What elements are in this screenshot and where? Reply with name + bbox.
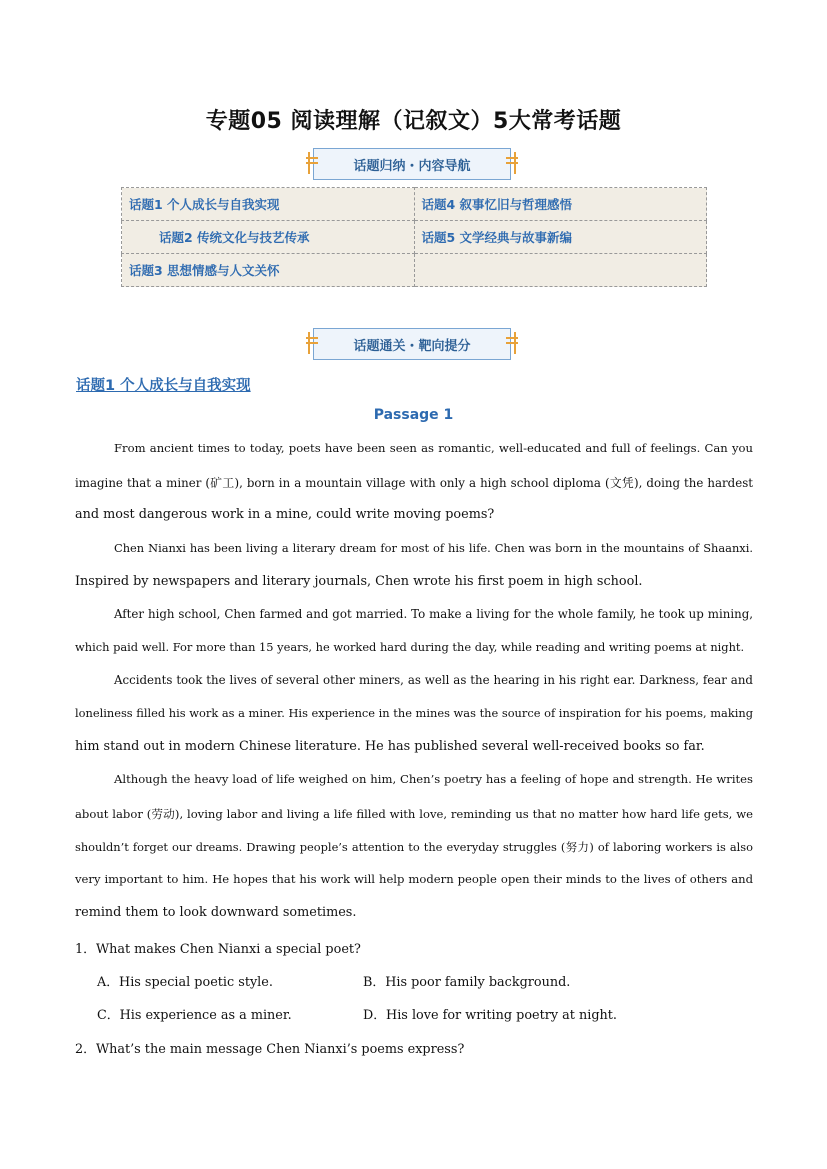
document-title: 专题05 阅读理解（记叙文）5大常考话题 — [205, 109, 622, 134]
passage-line: shouldn’t forget our dreams. Drawing people’s attention to the everyday struggles (努力) of laboring workers is also — [75, 840, 753, 854]
passage-title: Passage 1 — [373, 407, 454, 423]
topic-row — [122, 254, 707, 287]
topic-cell: 话题2 传统文化与技艺传承 — [122, 221, 415, 254]
passage-line: From ancient times to today, poets have been seen as romantic, well-educated and full of feelings. Can you — [114, 441, 753, 455]
topic-cell: 话题3 思想情感与人文关怀 — [122, 254, 415, 287]
topic-table — [121, 187, 707, 287]
question-2: 2．What’s the main message Chen Nianxi’s poems express? — [75, 1042, 465, 1057]
topic-cell: 话题4 叙事忆旧与哲理感悟 — [414, 188, 707, 221]
passage-line: After high school, Chen farmed and got married. To make a living for the whole family, he took up mining, — [114, 607, 753, 621]
topic-row — [122, 221, 707, 254]
passage-line: remind them to look downward sometimes. — [75, 905, 357, 920]
question-1: 1．What makes Chen Nianxi a special poet? — [75, 942, 361, 957]
passage-line: about labor (劳动), loving labor and living a life filled with love, reminding us that no matter how hard life gets, we — [75, 807, 753, 821]
passage-line: Inspired by newspapers and literary journals, Chen wrote his first poem in high school. — [75, 574, 643, 589]
topic-overview-banner — [313, 148, 511, 180]
passage-line: loneliness filled his work as a miner. His experience in the mines was the source of inspiration for his poems, making — [75, 706, 753, 720]
topic-cell — [414, 254, 707, 287]
practice-banner — [313, 328, 511, 360]
passage-line: very important to him. He hopes that his work will help modern people open their minds to the lives of others and — [75, 872, 753, 886]
option-c: C．His experience as a miner. — [97, 1008, 292, 1023]
option-b: B．His poor family background. — [363, 975, 571, 990]
passage-line: imagine that a miner (矿工), born in a mountain village with only a high school diploma (文凭), doing the hardest — [75, 476, 753, 490]
banner-right-decoration — [506, 157, 518, 169]
passage-line: and most dangerous work in a mine, could write moving poems? — [75, 507, 495, 522]
option-a: A．His special poetic style. — [97, 975, 273, 990]
topic-row — [122, 188, 707, 221]
topic-cell: 话题1 个人成长与自我实现 — [122, 188, 415, 221]
passage-line: him stand out in modern Chinese literature. He has published several well-received books so far. — [75, 739, 705, 754]
banner-label: 话题归纳・内容导航 — [353, 158, 471, 174]
topic-cell: 话题5 文学经典与故事新编 — [414, 221, 707, 254]
passage-line: Chen Nianxi has been living a literary dream for most of his life. Chen was born in the mountains of Shaanxi. — [114, 541, 753, 555]
section-heading: 话题1 个人成长与自我实现 — [76, 378, 251, 394]
passage-line: Although the heavy load of life weighed on him, Chen’s poetry has a feeling of hope and strength. He writes — [114, 772, 753, 786]
banner-label: 话题通关・靶向提分 — [353, 338, 471, 354]
banner-left-decoration — [306, 337, 318, 349]
banner-right-decoration — [506, 337, 518, 349]
option-d: D．His love for writing poetry at night. — [363, 1008, 617, 1023]
passage-line: which paid well. For more than 15 years, he worked hard during the day, while reading and writing poems at night. — [75, 640, 745, 654]
passage-line: Accidents took the lives of several other miners, as well as the hearing in his right ear. Darkness, fear and — [114, 673, 753, 687]
banner-left-decoration — [306, 157, 318, 169]
